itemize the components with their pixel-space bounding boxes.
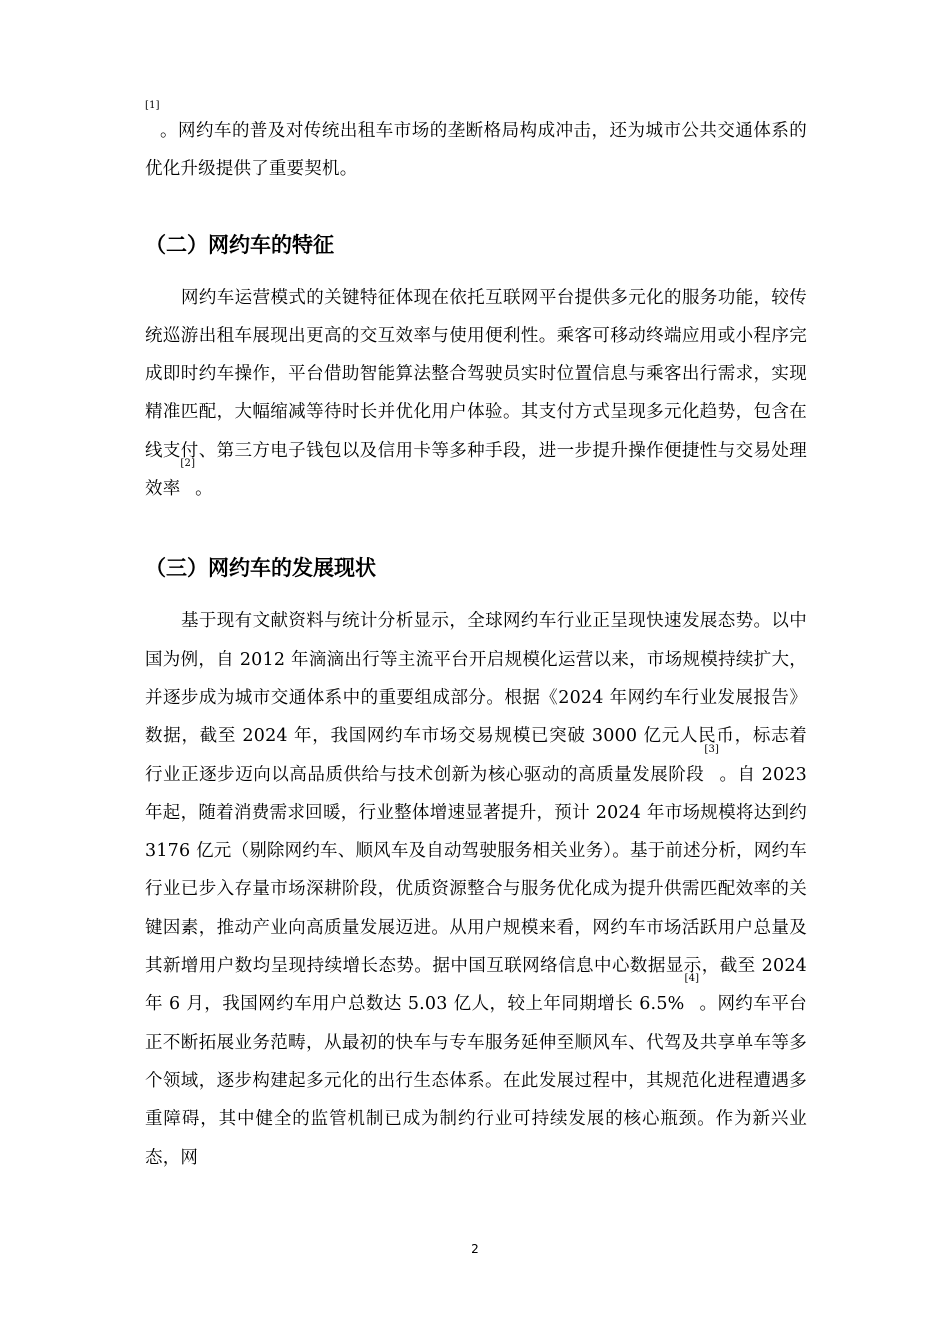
paragraph-end: 。 [195,479,213,500]
page-number: 2 [471,1242,479,1256]
paragraph-text: 网约车运营模式的关键特征体现在依托互联网平台提供多元化的服务功能，较传统巡游出租车展现出更高的交互效率与使用便利性。乘客可移动终端应用或小程序完成即时约车操作，平台借助智能算法整合驾驶员实时位置信息与乘客出行需求，实现精准匹配，大幅缩减等待时长并优化用户体验。其支付方式呈现多元化趋势，包含在线支付、第三方电子钱包以及信用卡等多种手段，进一步提升操作便捷性与交易处理效率 [145,287,807,500]
citation-ref-3[interactable]: [3] [704,743,720,755]
section-heading-status: （三）网约车的发展现状 [145,556,376,581]
paragraph-text-part-2: 。自 2023 年起，随着消费需求回暖，行业整体增速显著提升，预计 2024 年市场规模将达到约 3176 亿元（剔除网约车、顺风车及自动驾驶服务相关业务）。基于前述分析，网约车行业已步入存量市场深耕阶段，优质资源整合与服务优化成为提升供需匹配效率的关键因素，推动产业向高质量发展迈进。从用户规模来看，网约车市场活跃用户总量及其新增用户数均呈现持续增长态势。据中国互联网络信息中心数据显示，截至 2024 年 6 月，我国网约车用户总数达 5.03 亿人，较上年同期增长 6.5% [145,764,807,1015]
paragraph-text-part-1: 基于现有文献资料与统计分析显示，全球网约车行业正呈现快速发展态势。以中国为例，自 2012 年滴滴出行等主流平台开启规模化运营以来，市场规模持续扩大，并逐步成为城市交通体系中的重要组成部分。根据《2024 年网约车行业发展报告》数据，截至 2024 年，我国网约车市场交易规模已突破 3000 亿元人民币，标志着行业正逐步迈向以高品质供给与技术创新为核心驱动的高质量发展阶段 [145,611,807,785]
section-heading-features: （二）网约车的特征 [145,232,334,257]
citation-ref-2[interactable]: [2] [180,458,196,470]
paragraph-status [145,602,807,1176]
citation-ref-1[interactable]: [1] [145,100,160,111]
citation-ref-4[interactable]: [4] [684,973,700,985]
paragraph-text-part-3: 。网约车平台正不断拓展业务范畴，从最初的快车与专车服务延伸至顺风车、代驾及共享单车等多个领域，逐步构建起多元化的出行生态体系。在此发展过程中，其规范化进程遭遇多重障碍，其中健全的监管机制已成为制约行业可持续发展的核心瓶颈。作为新兴业态，网 [145,994,807,1168]
paragraph-text: 。网约车的普及对传统出租车市场的垄断格局构成冲击，还为城市公共交通体系的优化升级提供了重要契机。 [145,121,807,180]
page-content [145,100,807,1177]
continued-paragraph [145,100,807,189]
paragraph-features [145,279,807,509]
